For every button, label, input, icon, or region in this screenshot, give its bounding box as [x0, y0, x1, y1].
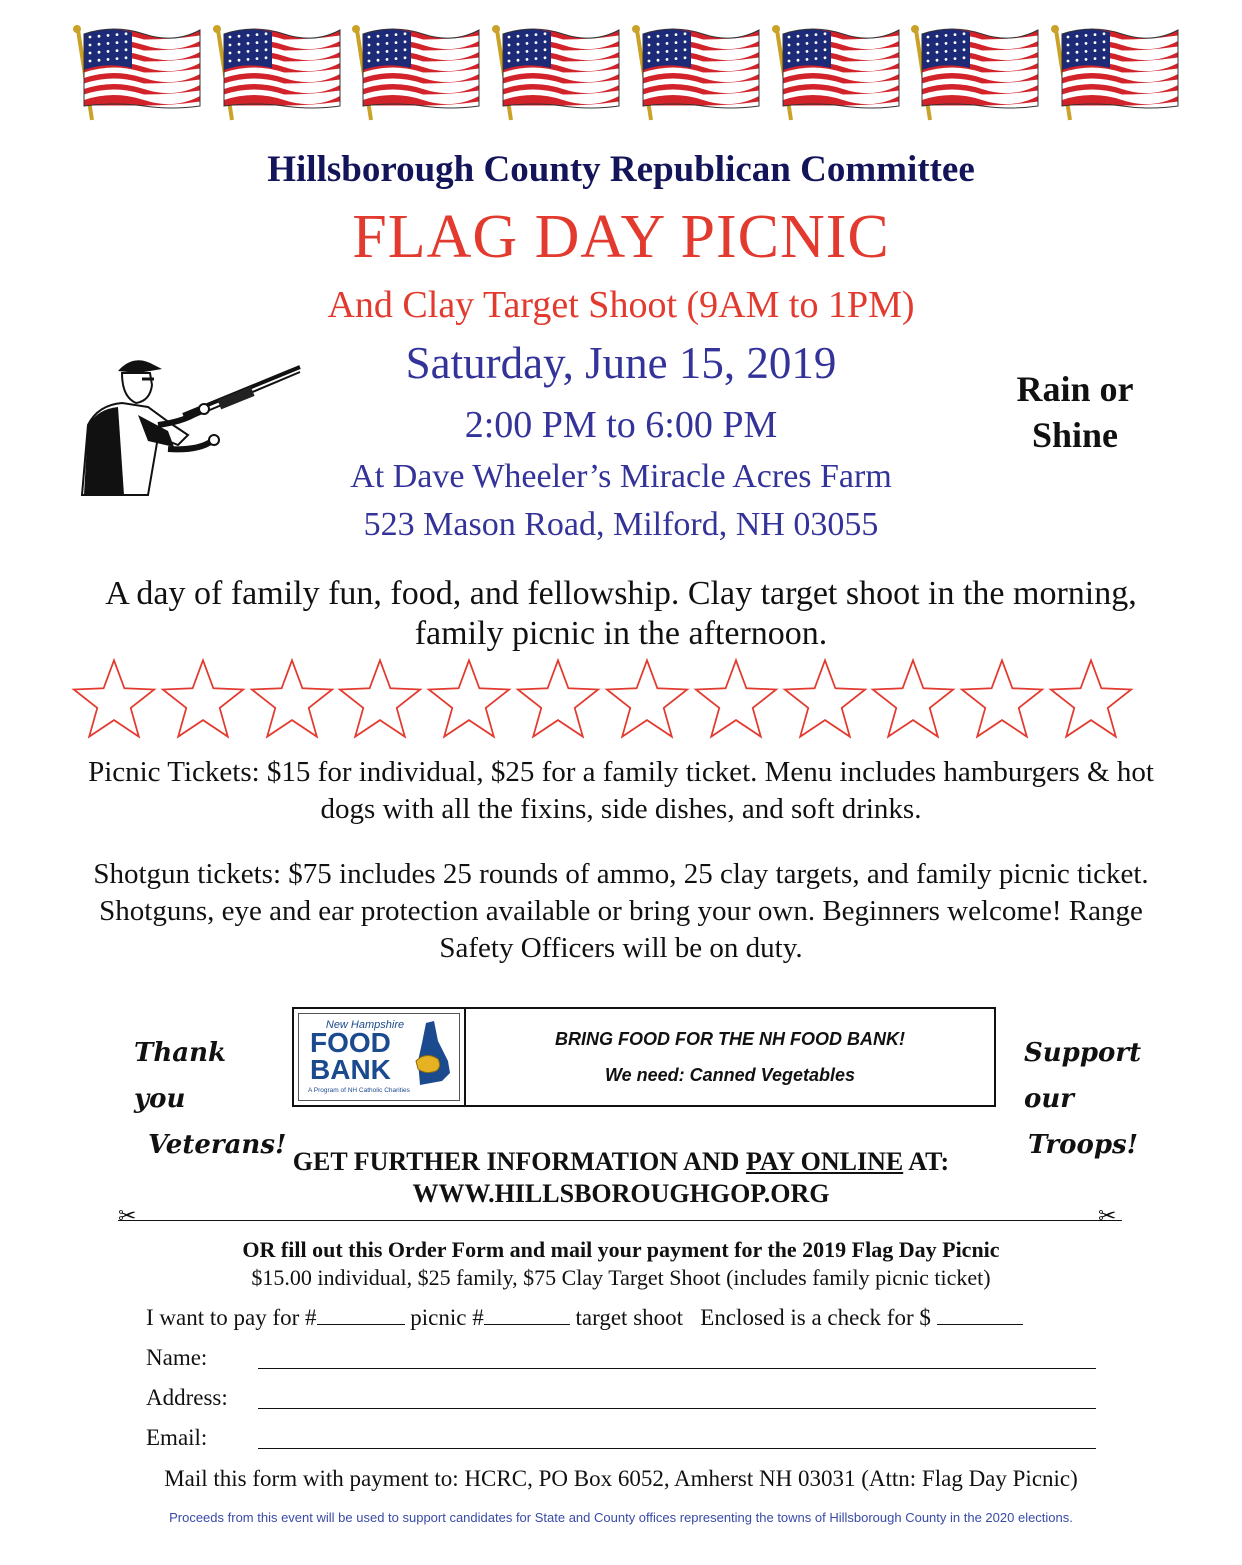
email-label: Email:	[146, 1425, 208, 1450]
american-flag-icon	[908, 22, 1040, 122]
target-count-blank[interactable]	[484, 1304, 570, 1325]
star-outline-icon	[958, 655, 1046, 743]
american-flag-icon	[210, 22, 342, 122]
payment-row	[146, 1304, 1098, 1331]
name-field[interactable]	[258, 1366, 1096, 1369]
star-outline-icon	[603, 655, 691, 743]
address-label: Address:	[146, 1385, 228, 1410]
shotgun-tickets-text: Shotgun tickets: $75 includes 25 rounds of ammo, 25 clay targets, and family picnic ticket. Shotguns, eye and ear protection available or bring your own. Beginners welcome! Range Safety Officers will be on duty.	[93, 858, 1149, 964]
check-amount-blank[interactable]	[937, 1304, 1023, 1325]
american-flag-icon	[1048, 22, 1180, 122]
thank-you-line-2: Veterans!	[148, 1130, 287, 1160]
food-bank-message	[466, 1009, 994, 1105]
new-hampshire-map-icon	[412, 1021, 452, 1087]
american-flag-icon	[70, 22, 202, 122]
order-form-heading: OR fill out this Order Form and mail your payment for the 2019 Flag Day Picnic	[242, 1237, 1000, 1262]
food-bank-line-2: We need: Canned Vegetables	[604, 1065, 856, 1085]
email-field[interactable]	[258, 1446, 1096, 1449]
online-info-post: AT:	[903, 1147, 950, 1176]
picnic-count-blank[interactable]	[317, 1304, 405, 1325]
american-flag-icon	[629, 22, 761, 122]
thank-you-line-1: Thank you	[134, 1038, 227, 1114]
event-address: 523 Mason Road, Milford, NH 03055	[363, 506, 879, 543]
american-flag-icon	[489, 22, 621, 122]
website-url[interactable]: WWW.HILLSBOROUGHGOP.ORG	[412, 1179, 830, 1208]
clay-shooter-illustration	[78, 345, 308, 505]
mail-instructions: Mail this form with payment to: HCRC, PO Box 6052, Amherst NH 03031 (Attn: Flag Day Picnic)	[164, 1466, 1078, 1491]
star-outline-icon	[70, 655, 158, 743]
star-outline-icon	[336, 655, 424, 743]
food-bank-logo	[294, 1009, 466, 1105]
event-title: FLAG DAY PICNIC	[352, 203, 890, 271]
rain-or-shine	[990, 366, 1160, 458]
event-date: Saturday, June 15, 2019	[405, 338, 837, 388]
support-line-1: Support our	[1024, 1038, 1142, 1114]
cut-line	[118, 1218, 1122, 1221]
star-outline-icon	[781, 655, 869, 743]
star-outline-icon	[1047, 655, 1135, 743]
online-info	[0, 1146, 1242, 1210]
food-bank-logo-program: A Program of NH Catholic Charities	[308, 1087, 410, 1094]
scissors-icon: ✂	[1098, 1203, 1117, 1228]
pay-online-link[interactable]: PAY ONLINE	[745, 1147, 904, 1176]
scissors-icon: ✂	[118, 1203, 137, 1228]
footer-note: Proceeds from this event will be used to support candidates for State and County offices representing the towns of Hillsborough County in the 2020 elections.	[169, 1510, 1073, 1525]
pay-picnic: picnic #	[404, 1305, 484, 1330]
picnic-tickets-text: Picnic Tickets: $15 for individual, $25 for a family ticket. Menu includes hamburgers & hot dogs with all the fixins, side dishes, and soft drinks.	[88, 756, 1154, 825]
food-bank-logo-bank: BANK	[310, 1054, 391, 1085]
food-bank-box	[292, 1007, 996, 1107]
order-form-prices: $15.00 individual, $25 family, $75 Clay Target Shoot (includes family picnic ticket)	[251, 1265, 991, 1290]
pay-check: Enclosed is a check for $	[700, 1305, 937, 1330]
name-label: Name:	[146, 1345, 208, 1370]
american-flag-icon	[349, 22, 481, 122]
online-info-pre: GET FURTHER INFORMATION AND	[292, 1147, 746, 1176]
organization-name: Hillsborough County Republican Committee	[267, 149, 975, 190]
american-flag-icon	[769, 22, 901, 122]
address-field[interactable]	[258, 1406, 1096, 1409]
food-bank-logo-state: New Hampshire	[325, 1019, 405, 1031]
rain-line-2: Shine	[1031, 415, 1119, 455]
star-outline-icon	[692, 655, 780, 743]
event-description: A day of family fun, food, and fellowship. Clay target shoot in the morning, family picnic in the afternoon.	[105, 575, 1137, 652]
rain-line-1: Rain or	[1016, 369, 1134, 409]
food-bank-line-1: BRING FOOD FOR THE NH FOOD BANK!	[555, 1029, 905, 1049]
support-line-2: Troops!	[1028, 1130, 1139, 1160]
pay-target: target shoot	[569, 1305, 684, 1330]
food-bank-logo-food: FOOD	[310, 1027, 391, 1058]
star-outline-icon	[159, 655, 247, 743]
event-venue: At Dave Wheeler’s Miracle Acres Farm	[350, 458, 892, 495]
star-outline-icon	[248, 655, 336, 743]
event-subtitle: And Clay Target Shoot (9AM to 1PM)	[327, 284, 915, 326]
flag-row	[70, 22, 1180, 122]
star-outline-icon	[869, 655, 957, 743]
event-time: 2:00 PM to 6:00 PM	[464, 404, 778, 446]
star-row	[70, 655, 1135, 745]
star-outline-icon	[425, 655, 513, 743]
star-outline-icon	[514, 655, 602, 743]
online-info-line	[0, 1146, 1242, 1178]
pay-prefix: I want to pay for #	[146, 1305, 317, 1330]
